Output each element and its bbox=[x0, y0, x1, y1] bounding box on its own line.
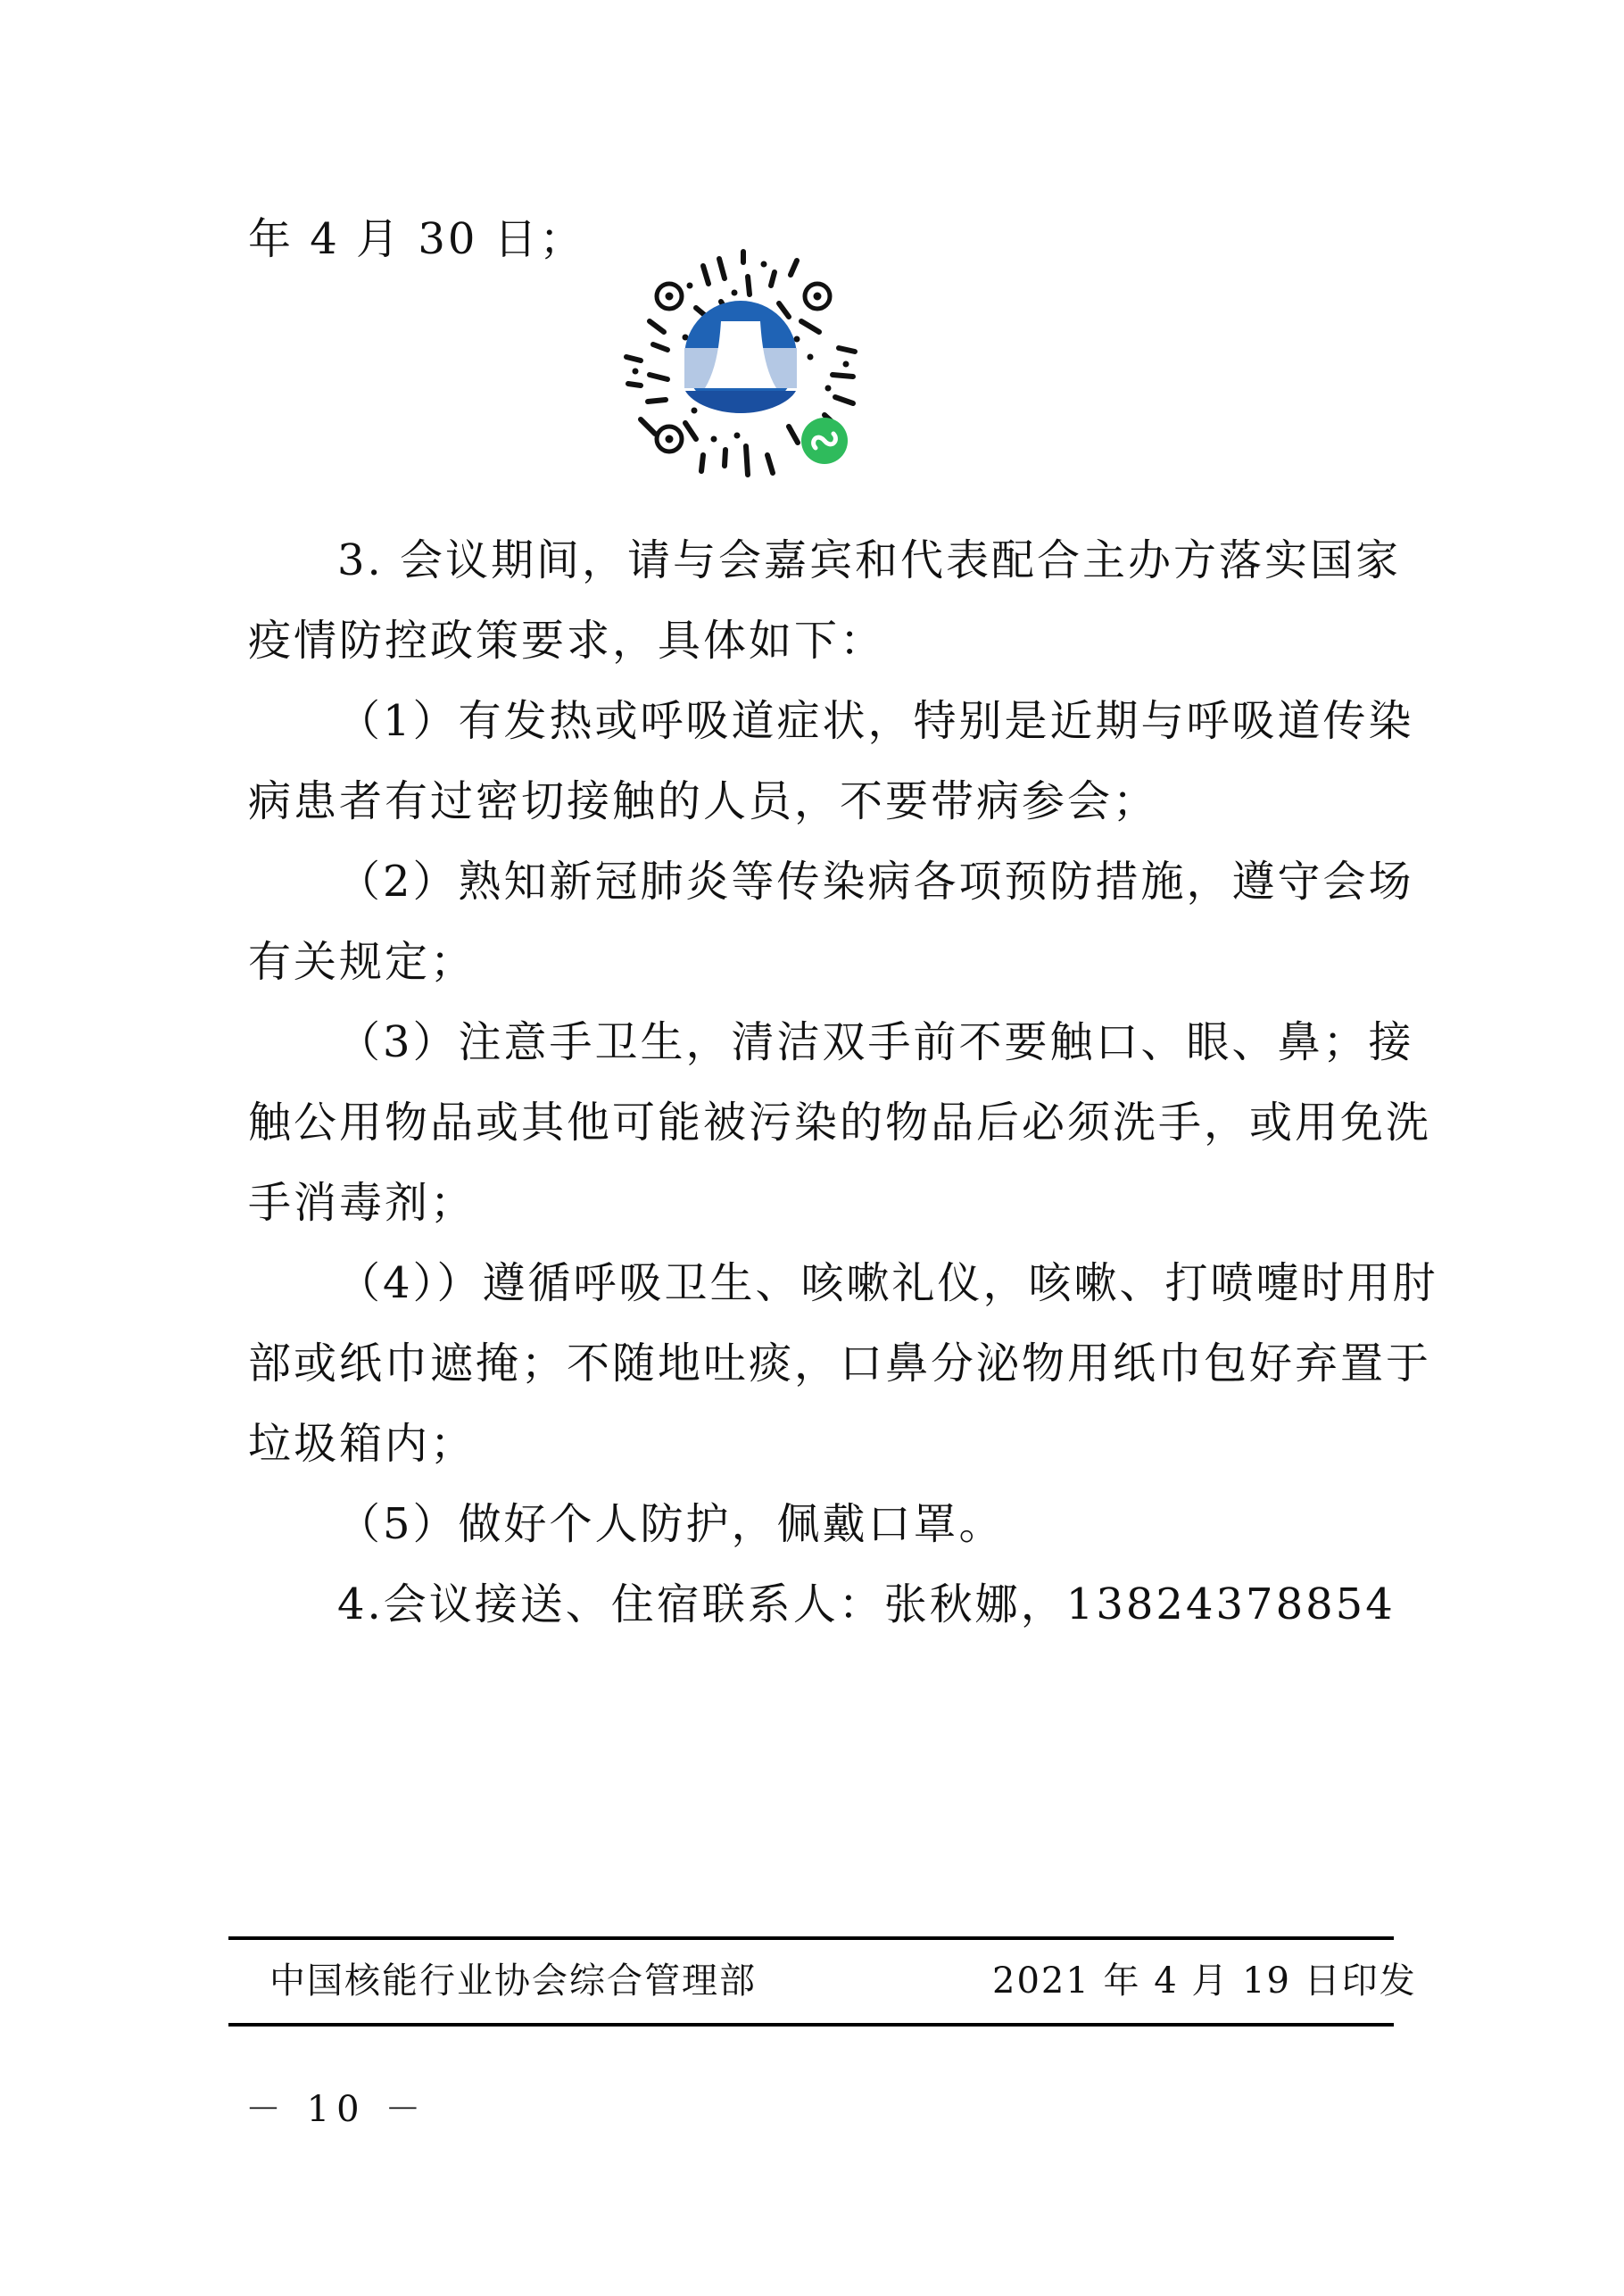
item-2-line-1: （2）熟知新冠肺炎等传染病各项预防措施，遵守会场 bbox=[337, 857, 1414, 907]
footer-top-rule bbox=[228, 1936, 1394, 1940]
page-number: － 10 － bbox=[245, 2089, 428, 2130]
item-4-line-1: （4））遵循呼吸卫生、咳嗽礼仪，咳嗽、打喷嚏时用肘 bbox=[337, 1258, 1438, 1308]
para-3-line-2: 疫情防控政策要求，具体如下： bbox=[248, 616, 886, 666]
item-5-line-1: （5）做好个人防护，佩戴口罩。 bbox=[337, 1499, 1005, 1549]
item-3-line-2: 触公用物品或其他可能被污染的物品后必须洗手，或用免洗 bbox=[248, 1098, 1432, 1148]
item-1-line-2: 病患者有过密切接触的人员，不要带病参会； bbox=[248, 776, 1159, 826]
wechat-mini-program-qr-code-icon bbox=[614, 232, 867, 485]
continuation-date-line: 年 4 月 30 日； bbox=[248, 214, 585, 264]
footer-bottom-rule bbox=[228, 2023, 1394, 2027]
contact-line: 4.会议接送、住宿联系人：张秋娜，13824378854 bbox=[337, 1579, 1396, 1629]
item-4-line-2: 部或纸巾遮掩；不随地吐痰，口鼻分泌物用纸巾包好弃置于 bbox=[248, 1339, 1432, 1388]
item-2-line-2: 有关规定； bbox=[248, 937, 476, 987]
item-1-line-1: （1）有发热或呼吸道症状，特别是近期与呼吸道传染 bbox=[337, 696, 1414, 746]
footer-issuer: 中国核能行业协会综合管理部 bbox=[269, 1960, 757, 2002]
item-3-line-3: 手消毒剂； bbox=[248, 1178, 476, 1228]
item-4-line-3: 垃圾箱内； bbox=[248, 1419, 476, 1469]
para-3-line-1: 3. 会议期间，请与会嘉宾和代表配合主办方落实国家 bbox=[337, 535, 1402, 585]
footer-issue-date: 2021 年 4 月 19 日印发 bbox=[992, 1960, 1417, 2002]
item-3-line-1: （3）注意手卫生，清洁双手前不要触口、眼、鼻；接 bbox=[337, 1017, 1414, 1067]
